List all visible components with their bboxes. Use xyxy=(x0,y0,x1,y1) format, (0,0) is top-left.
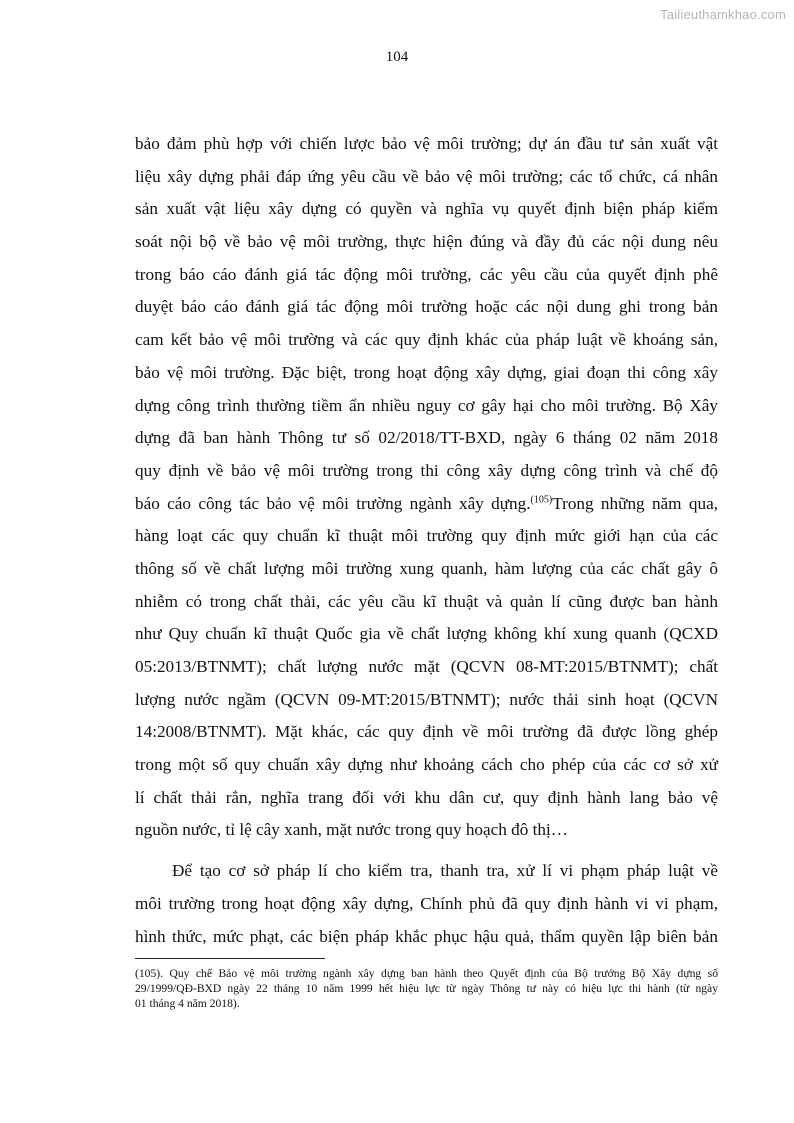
text-line: bảo vệ môi trường. Đặc biệt, trong hoạt động xây dựng, giai đoạn thi công xây xyxy=(135,362,718,382)
footnote-divider xyxy=(135,958,325,959)
text-line: hàng loạt các quy chuẩn kĩ thuật môi trường quy định mức giới hạn của các xyxy=(135,526,718,546)
text-line-with-footnote-ref xyxy=(135,488,718,521)
paragraph-gap xyxy=(135,847,718,855)
footnote-reference[interactable]: (105) xyxy=(530,493,553,505)
text-line: dựng đã ban hành Thông tư số 02/2018/TT-BXD, ngày 6 tháng 02 năm 2018 xyxy=(135,428,718,448)
text-line: môi trường trong hoạt động xây dựng, Chính phủ đã quy định hành vi vi phạm, xyxy=(135,893,718,913)
text-line: liệu xây dựng phải đáp ứng yêu cầu về bảo vệ môi trường; các tổ chức, cá nhân xyxy=(135,166,718,186)
text-line: Để tạo cơ sở pháp lí cho kiểm tra, thanh tra, xử lí vi phạm pháp luật về xyxy=(172,861,718,881)
text-line: thông số về chất lượng môi trường xung quanh, hàm lượng của các chất gây ô xyxy=(135,558,718,578)
text-line: nhiễm có trong chất thải, các yêu cầu kĩ thuật và quản lí cũng được ban hành xyxy=(135,591,718,611)
text-line: bảo đảm phù hợp với chiến lược bảo vệ môi trường; dự án đầu tư sản xuất vật xyxy=(135,134,718,153)
text-fragment: Trong những năm qua, xyxy=(552,493,718,513)
footnote-line: 01 tháng 4 năm 2018). xyxy=(135,997,240,1011)
text-fragment: báo cáo công tác bảo vệ môi trường ngành xây dựng. xyxy=(135,493,531,513)
text-line: 14:2008/BTNMT). Mặt khác, các quy định về môi trường đã được lồng ghép xyxy=(135,722,718,742)
text-line: hình thức, mức phạt, các biện pháp khắc phục hậu quả, thẩm quyền lập biên bản xyxy=(135,926,718,946)
footnote-line: (105). Quy chế Bảo vệ môi trường ngành xây dựng ban hành theo Quyết định của Bộ trưởng Bộ Xây dựng số xyxy=(135,967,718,980)
text-line: dựng công trình thường tiềm ẩn nhiều nguy cơ gây hại cho môi trường. Bộ Xây xyxy=(135,395,718,415)
text-line: trong báo cáo đánh giá tác động môi trường, các yêu cầu của quyết định phê xyxy=(135,264,718,284)
body-text xyxy=(135,128,718,953)
text-line: 05:2013/BTNMT); chất lượng nước mặt (QCVN 08-MT:2015/BTNMT); chất xyxy=(135,657,718,676)
text-line: như Quy chuẩn kĩ thuật Quốc gia về chất lượng không khí xung quanh (QCXD xyxy=(135,624,718,644)
text-line: sản xuất vật liệu xây dựng có quyền và nghĩa vụ quyết định biện pháp kiểm xyxy=(135,199,718,219)
text-line: trong một số quy chuẩn xây dựng như khoảng cách cho phép của các cơ sở xử xyxy=(135,755,718,775)
text-line: lượng nước ngầm (QCVN 09-MT:2015/BTNMT); nước thải sinh hoạt (QCVN xyxy=(135,689,718,709)
watermark: Tailieuthamkhao.com xyxy=(660,7,786,22)
footnote xyxy=(135,966,718,1012)
text-line: lí chất thải rắn, nghĩa trang đối với khu dân cư, quy định hành lang bảo vệ xyxy=(135,787,718,807)
page-number: 104 xyxy=(385,49,409,65)
text-line: soát nội bộ về bảo vệ môi trường, thực hiện đúng và đầy đủ các nội dung nêu xyxy=(135,232,718,252)
text-line: cam kết bảo vệ môi trường và các quy định khác của pháp luật về khoáng sản, xyxy=(135,330,718,350)
text-line: nguồn nước, tỉ lệ cây xanh, mặt nước trong quy hoạch đô thị… xyxy=(135,820,568,840)
text-line: duyệt báo cáo đánh giá tác động môi trường hoặc các nội dung ghi trong bản xyxy=(135,297,718,317)
footnote-line: 29/1999/QĐ-BXD ngày 22 tháng 10 năm 1999 hết hiệu lực từ ngày Thông tư này có hiệu lực thi hành (từ ngày xyxy=(135,982,718,996)
text-line: quy định về bảo vệ môi trường trong thi công xây dựng công trình và chế độ xyxy=(135,460,718,480)
